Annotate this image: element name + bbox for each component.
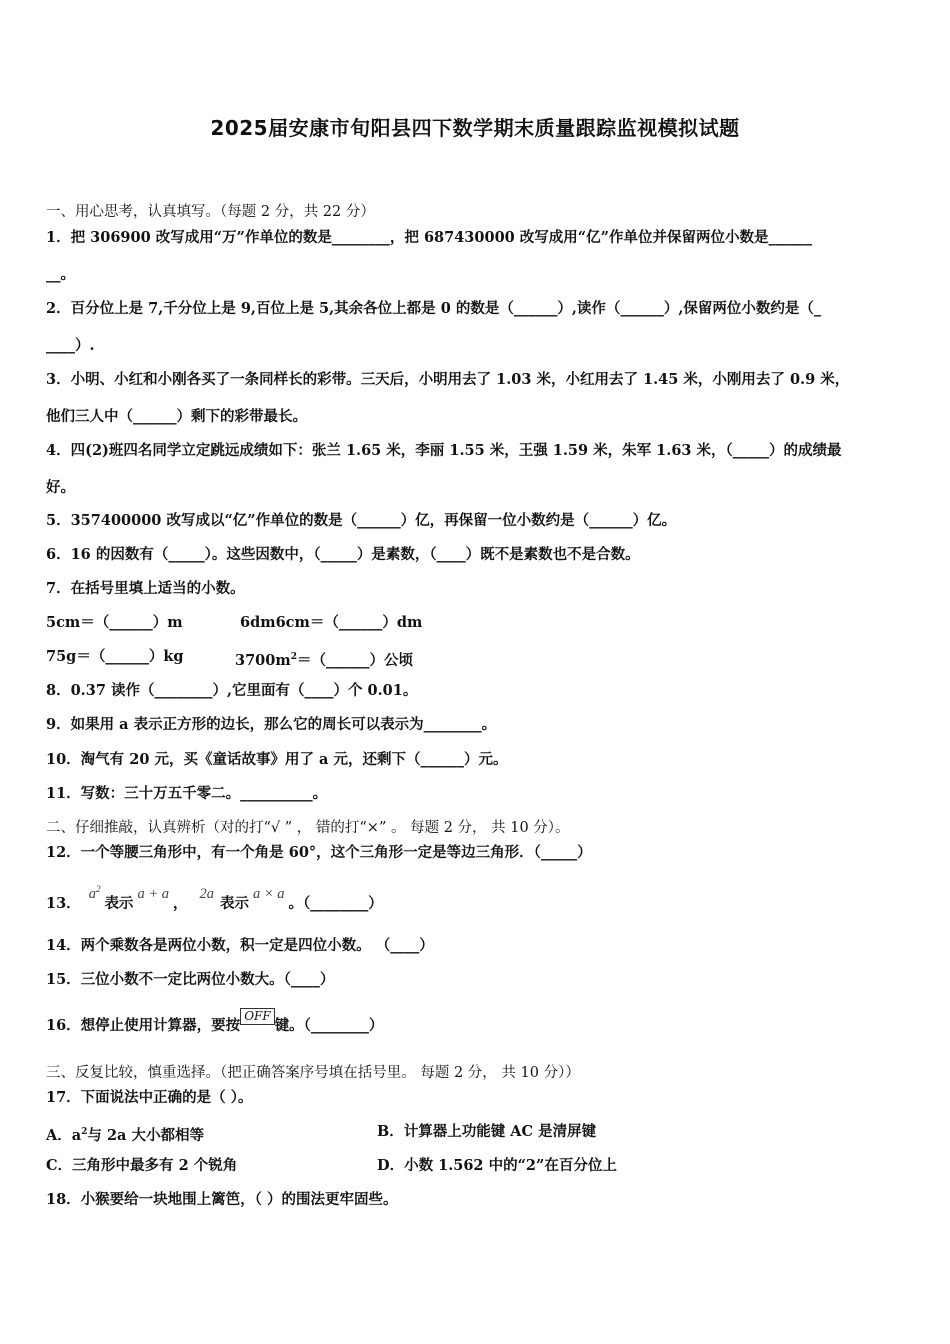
question-7-stem: 7．在括号里填上适当的小数。 (46, 580, 245, 597)
question-14: 14．两个乘数各是两位小数，积一定是四位小数。 （____） (46, 937, 434, 954)
question-17-option-d: D．小数 1.562 中的“2”在百分位上 (377, 1157, 617, 1174)
question-13: 13．$a^2$表示a + a，2a表示a × a。（________） (46, 884, 383, 912)
question-1-line-1: 1．把 306900 改写成用“万”作单位的数是________，把 687430000 改写成用“亿”作单位并保留两位小数是______ (46, 229, 812, 246)
question-7-item-b: 6dm6cm＝（______）dm (240, 614, 423, 631)
question-17-option-c: C．三角形中最多有 2 个锐角 (46, 1157, 238, 1174)
question-2-line-2: ____）. (46, 337, 95, 354)
question-8: 8．0.37 读作（________）,它里面有（____）个 0.01。 (46, 682, 418, 699)
section-3-heading: 三、反复比较，慎重选择。（把正确答案序号填在括号里。 每题 2 分， 共 10 分）） (46, 1065, 580, 1081)
question-11: 11．写数：三十万五千零二。__________。 (46, 785, 328, 802)
question-10: 10．淘气有 20 元，买《童话故事》用了 a 元，还剩下（______）元。 (46, 751, 508, 768)
off-key-icon: OFF (240, 1008, 275, 1025)
exam-title: 2025届安康市旬阳县四下数学期末质量跟踪监视模拟试题 (210, 116, 740, 140)
question-5: 5．357400000 改写成以“亿”作单位的数是（______）亿，再保留一位小数约是（______）亿。 (46, 512, 677, 529)
section-2-heading: 二、仔细推敲，认真辨析（对的打“√ ” ， 错的打“×” 。 每题 2 分， 共 10 分）。 (46, 820, 570, 836)
question-7-item-c: 75g＝（______）kg (46, 648, 184, 665)
question-4-line-2: 好。 (46, 479, 75, 496)
question-17-option-b: B．计算器上功能键 AC 是清屏键 (377, 1123, 597, 1140)
question-17-option-a: A．$a^2$与 2a 大小都相等 (46, 1126, 205, 1144)
question-4-line-1: 4．四(2)班四名同学立定跳远成绩如下：张兰 1.65 米，李丽 1.55 米，王强 1.59 米，朱军 1.63 米，（_____）的成绩最 (46, 442, 842, 459)
question-2-line-1: 2．百分位上是 7,千分位上是 9,百位上是 5,其余各位上都是 0 的数是（______）,读作（______）,保留两位小数约是（_ (46, 300, 822, 317)
question-15: 15．三位小数不一定比两位小数大。（____） (46, 971, 335, 988)
question-12: 12．一个等腰三角形中，有一个角是 60°，这个三角形一定是等边三角形．（_____） (46, 844, 592, 861)
question-6: 6．16 的因数有（_____）。这些因数中，（_____）是素数，（____）既不是素数也不是合数。 (46, 546, 640, 563)
question-1-line-2: __。 (46, 266, 75, 283)
question-7-item-a: 5cm＝（______）m (46, 614, 183, 631)
question-17-stem: 17．下面说法中正确的是（ ）。 (46, 1089, 253, 1106)
question-7-item-d: $3700m^2=(\_\_\_\_\_\_)$公顷 (235, 651, 413, 669)
question-3-line-2: 他们三人中（______）剩下的彩带最长。 (46, 408, 307, 425)
question-9: 9．如果用 a 表示正方形的边长，那么它的周长可以表示为________。 (46, 716, 497, 733)
section-1-heading: 一、用心思考，认真填写。（每题 2 分，共 22 分） (46, 204, 375, 220)
question-18: 18．小猴要给一块地围上篱笆，（ ）的围法更牢固些。 (46, 1191, 398, 1208)
question-16: 16．想停止使用计算器，要按OFF键。（________） (46, 1009, 384, 1034)
question-3-line-1: 3．小明、小红和小刚各买了一条同样长的彩带。三天后，小明用去了 1.03 米，小红用去了 1.45 米，小刚用去了 0.9 米， (46, 371, 850, 388)
